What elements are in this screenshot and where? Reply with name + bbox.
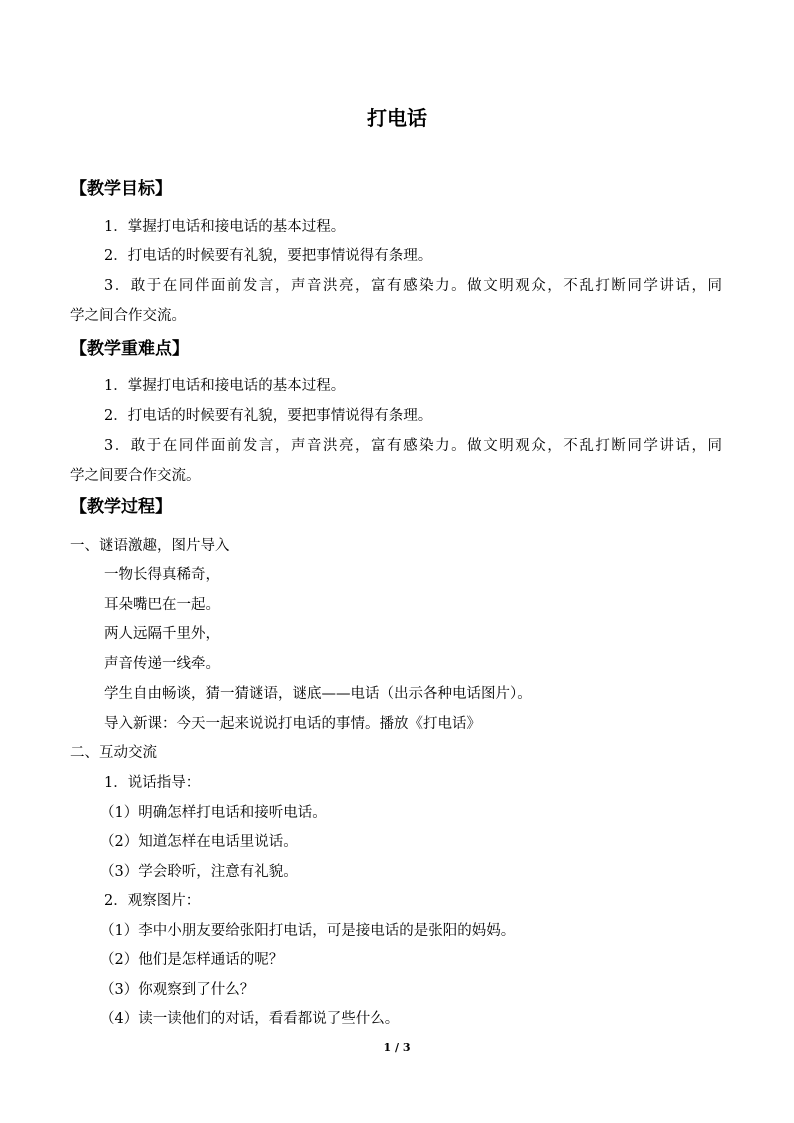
key-point-item-3-cont: 学之间要合作交流。 xyxy=(70,468,201,484)
document-title: 打电话 xyxy=(367,106,427,130)
page-number: 1 / 3 xyxy=(383,1041,411,1054)
key-point-item-1: 1．掌握打电话和接电话的基本过程。 xyxy=(104,378,346,394)
subsection-2-title: 2．观察图片： xyxy=(104,893,201,909)
part2-title: 二、互动交流 xyxy=(70,745,157,761)
part1-title: 一、谜语激趣，图片导入 xyxy=(70,538,230,554)
sub1-item-3: （3）学会聆听，注意有礼貌。 xyxy=(100,864,298,880)
sub2-item-4: （4）读一读他们的对话，看看都说了些什么。 xyxy=(100,1011,400,1027)
riddle-line-1: 一物长得真稀奇， xyxy=(104,567,220,583)
paragraph-riddle-answer: 学生自由畅谈，猜一猜谜语，谜底——电话（出示各种电话图片）。 xyxy=(104,686,532,702)
section-heading-goals: 【教学目标】 xyxy=(70,179,172,199)
key-point-item-2: 2．打电话的时候要有礼貌，要把事情说得有条理。 xyxy=(104,408,433,424)
sub1-item-1: （1）明确怎样打电话和接听电话。 xyxy=(100,805,327,821)
sub1-item-2: （2）知道怎样在电话里说话。 xyxy=(100,834,298,850)
paragraph-intro: 导入新课：今天一起来说说打电话的事情。播放《打电话》 xyxy=(104,716,481,732)
sub2-item-2: （2）他们是怎样通话的呢？ xyxy=(100,952,284,968)
key-point-item-3: 3．敢于在同伴面前发言，声音洪亮，富有感染力。做文明观众，不乱打断同学讲话，同 xyxy=(104,438,722,454)
goal-item-3-cont: 学之间合作交流。 xyxy=(70,308,186,324)
sub2-item-1: （1）李中小朋友要给张阳打电话，可是接电话的是张阳的妈妈。 xyxy=(100,923,516,939)
section-heading-key-points: 【教学重难点】 xyxy=(70,339,189,359)
section-heading-process: 【教学过程】 xyxy=(70,497,172,517)
riddle-line-3: 两人远隔千里外， xyxy=(104,626,220,642)
subsection-1-title: 1．说话指导： xyxy=(104,775,201,791)
riddle-line-4: 声音传递一线牵。 xyxy=(104,656,220,672)
goal-item-3: 3．敢于在同伴面前发言，声音洪亮，富有感染力。做文明观众，不乱打断同学讲话，同 xyxy=(104,278,722,294)
goal-item-2: 2．打电话的时候要有礼貌，要把事情说得有条理。 xyxy=(104,248,433,264)
goal-item-1: 1．掌握打电话和接电话的基本过程。 xyxy=(104,219,346,235)
sub2-item-3: （3）你观察到了什么？ xyxy=(100,982,255,998)
riddle-line-2: 耳朵嘴巴在一起。 xyxy=(104,597,220,613)
